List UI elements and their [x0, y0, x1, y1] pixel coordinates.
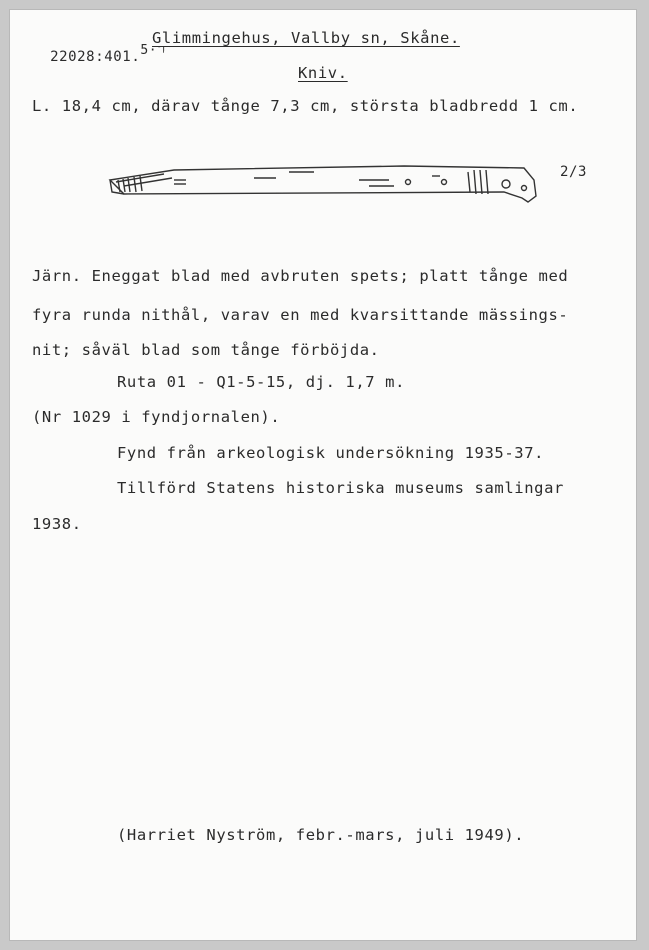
journal-reference: (Nr 1029 i fyndjornalen). — [32, 408, 281, 426]
catalog-card — [10, 10, 636, 940]
ruta: Ruta 01 - Q1-5-15, dj. 1,7 m. — [117, 373, 406, 391]
acquisition-line-1: Tillförd Statens historiska museums samlingar — [117, 479, 564, 497]
description-line-3: nit; såväl blad som tånge förböjda. — [32, 341, 380, 359]
location: Glimmingehus, Vallby sn, Skåne. — [152, 29, 460, 47]
find-note: Fynd från arkeologisk undersökning 1935-37. — [117, 444, 545, 462]
drawing-scale: 2/3 — [560, 164, 588, 180]
dimensions: L. 18,4 cm, därav tånge 7,3 cm, största bladbredd 1 cm. — [32, 97, 579, 115]
catalog-number: 22028:401.5·ㅜ — [50, 43, 171, 65]
object-name: Kniv. — [298, 64, 348, 82]
knife-drawing-icon — [104, 158, 554, 218]
description-line-2: fyra runda nithål, varav en med kvarsittande mässings- — [32, 306, 569, 324]
author-signature: (Harriet Nyström, febr.-mars, juli 1949). — [117, 826, 525, 844]
description-line-1: Järn. Eneggat blad med avbruten spets; platt tånge med — [32, 267, 569, 285]
acquisition-line-2: 1938. — [32, 515, 82, 533]
catalog-suffix: 5·ㅜ — [140, 43, 171, 58]
